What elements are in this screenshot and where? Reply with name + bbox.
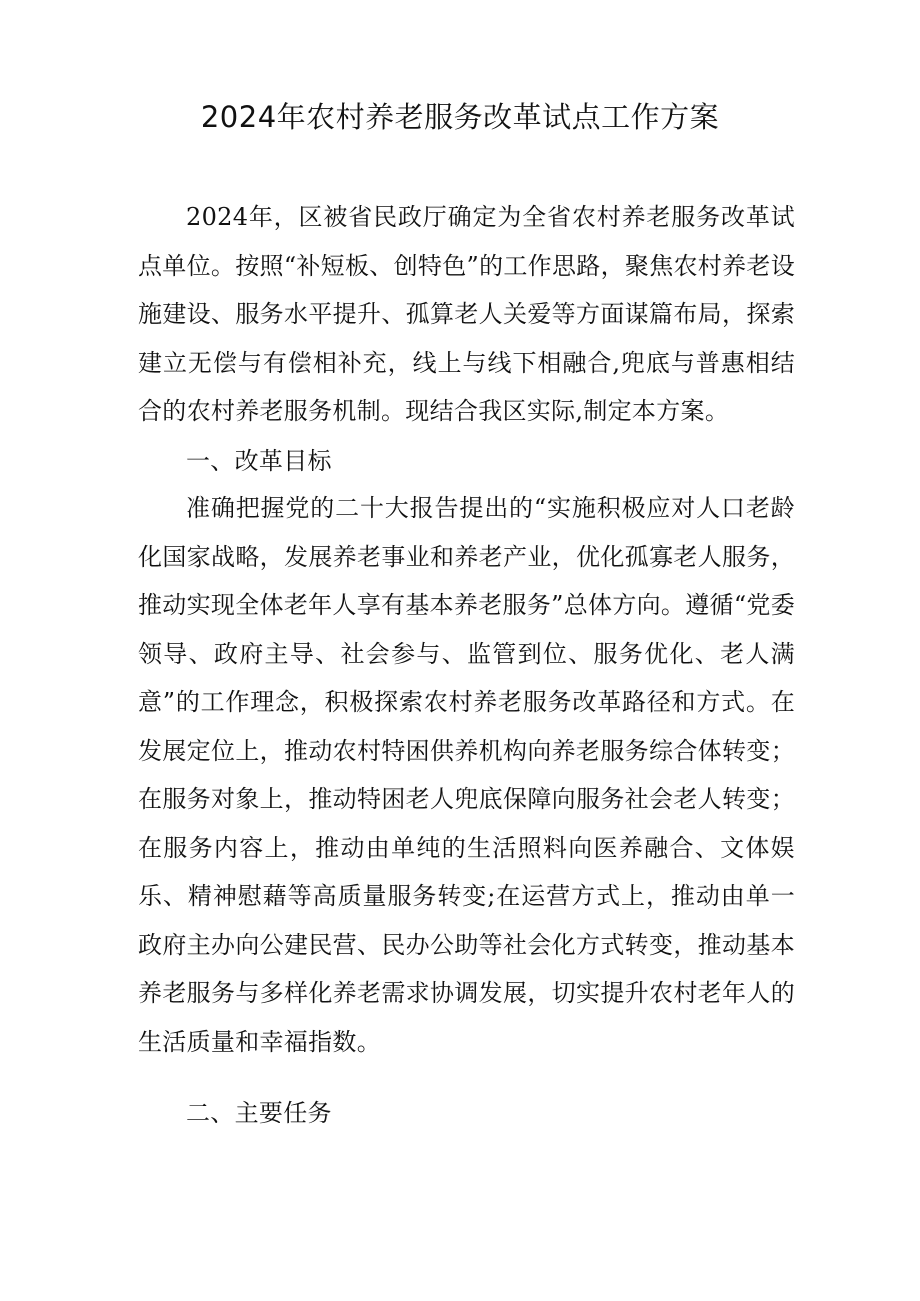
- section-1-paragraph: 准确把握党的二十大报告提出的“实施积极应对人口老龄化国家战略，发展养老事业和养老产业，优化孤寡老人服务，推动实现全体老年人享有基本养老服务”总体方向。遵循“党委领导、政府主导、社会参与、监管到位、服务优化、老人满意”的工作理念，积极探索农村养老服务改革路径和方式。在发展定位上，推动农村特困供养机构向养老服务综合体转变；在服务对象上，推动特困老人兜底保障向服务社会老人转变；在服务内容上，推动由单纯的生活照料向医养融合、文体娱乐、精神慰藉等高质量服务转变;在运营方式上，推动由单一政府主办向公建民营、民办公助等社会化方式转变，推动基本养老服务与多样化养老需求协调发展，切实提升农村老年人的生活质量和幸福指数。: [138, 494, 795, 1056]
- section-2-heading: 二、主要任务: [186, 1099, 332, 1127]
- document-title: 2024年农村养老服务改革试点工作方案: [200, 100, 720, 134]
- section-1-heading: 一、改革目标: [186, 447, 332, 475]
- intro-paragraph: 2024年，区被省民政厅确定为全省农村养老服务改革试点单位。按照“补短板、创特色”的工作思路，聚焦农村养老设施建设、服务水平提升、孤算老人关爱等方面谋篇布局，探索建立无偿与有偿相补充，线上与线下相融合,兜底与普惠相结合的农村养老服务机制。现结合我区实际,制定本方案。: [138, 203, 795, 425]
